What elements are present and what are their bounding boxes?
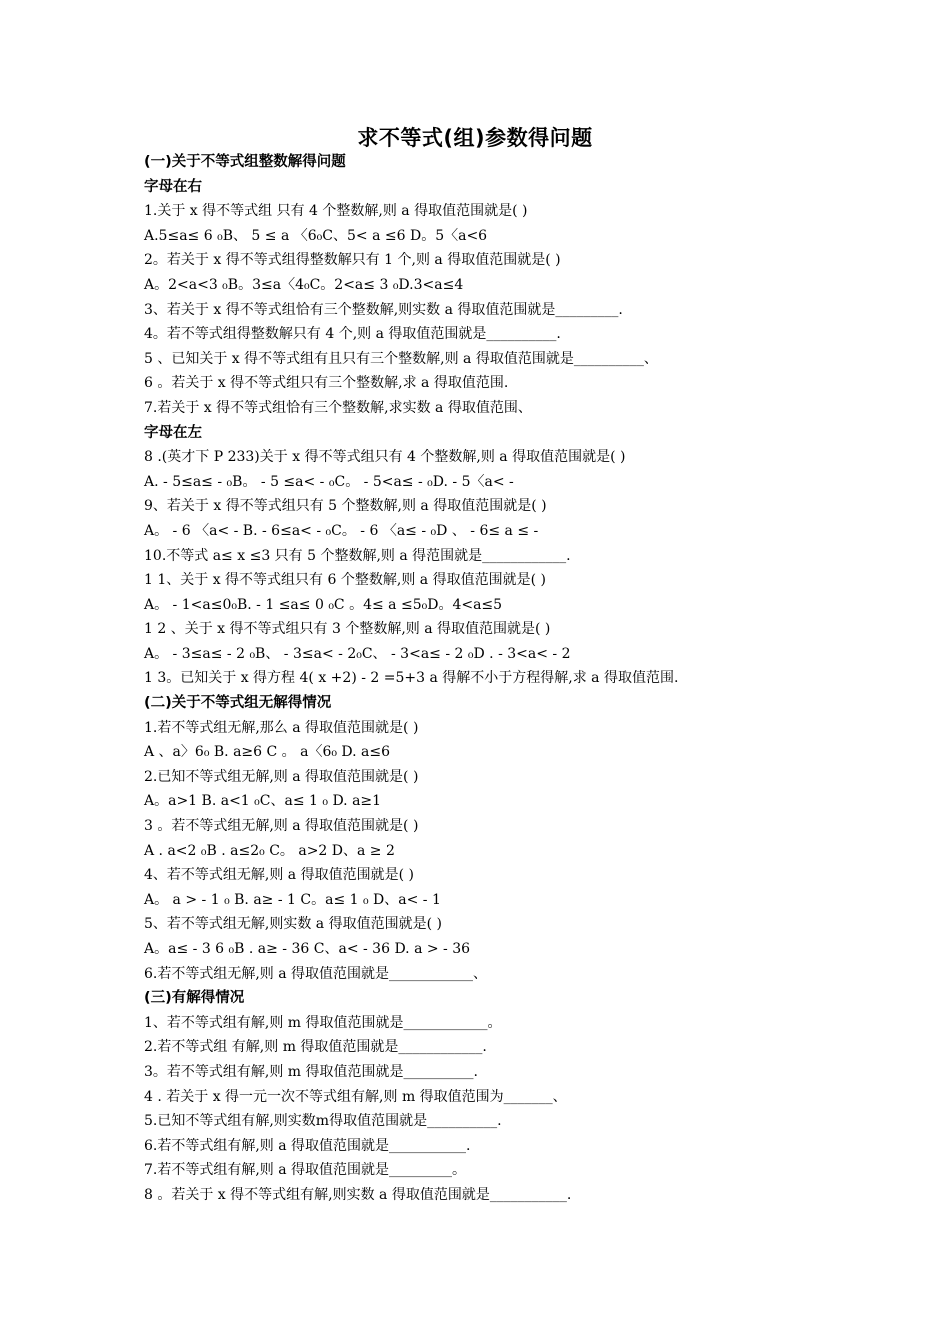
options-line: A。 - 3≤a≤ - 2 ₀B、 - 3≤a< - 2₀C、 - 3<a≤ - 2 ₀D . - 3<a< - 2 [144,645,571,662]
options-line: A。2<a<3 ₀B。3≤a〈4₀C。2<a≤ 3 ₀D.3<a≤4 [144,276,464,293]
question-line: 7.若关于 x 得不等式组恰有三个整数解,求实数 a 得取值范围、 [144,399,532,416]
question-line: 4。若不等式组得整数解只有 4 个,则 a 得取值范围就是__________. [144,326,561,343]
question-line: 6.若不等式组无解,则 a 得取值范围就是____________、 [144,965,488,982]
subsection-heading-left: 字母在左 [144,424,202,441]
question-line: 5.已知不等式组有解,则实数m得取值范围就是__________. [144,1113,502,1130]
question-line: 10.不等式 a≤ x ≤3 只有 5 个整数解,则 a 得范围就是____________. [144,547,571,564]
question-line: 6 。若关于 x 得不等式组只有三个整数解,求 a 得取值范围. [144,375,509,392]
subsection-heading-right: 字母在右 [144,178,202,195]
question-line: 1.关于 x 得不等式组 只有 4 个整数解,则 a 得取值范围就是( ) [144,203,528,220]
question-line: 6.若不等式组有解,则 a 得取值范围就是___________. [144,1137,471,1154]
question-line: 1、若不等式组有解,则 m 得取值范围就是____________。 [144,1014,502,1031]
question-line: 3 。若不等式组无解,则 a 得取值范围就是( ) [144,818,419,835]
question-line: 2.已知不等式组无解,则 a 得取值范围就是( ) [144,768,419,785]
options-line: A。 - 6 〈a< - B. - 6≤a< - ₀C。 - 6 〈a≤ - ₀D 、 - 6≤ a ≤ - [144,522,539,539]
options-line: A. - 5≤a≤ - ₀B。 - 5 ≤a< - ₀C。 - 5<a≤ - ₀D. - 5〈a< - [144,473,514,490]
question-line: 1 3。已知关于 x 得方程 4( x +2) - 2 =5+3 a 得解不小于方程得解,求 a 得取值范围. [144,670,679,687]
question-line: 8 。若关于 x 得不等式组有解,则实数 a 得取值范围就是___________. [144,1186,572,1203]
options-line: A。a>1 B. a<1 ₀C、a≤ 1 ₀ D. a≥1 [144,793,382,810]
question-line: 7.若不等式组有解,则 a 得取值范围就是_________。 [144,1162,467,1179]
document-body [144,150,844,1208]
question-line: 2.若不等式组 有解,则 m 得取值范围就是____________. [144,1039,487,1056]
question-line: 3、若关于 x 得不等式组恰有三个整数解,则实数 a 得取值范围就是_________. [144,301,623,318]
question-line: 5 、已知关于 x 得不等式组有且只有三个整数解,则 a 得取值范围就是__________、 [144,350,658,367]
section-heading-3: (三)有解得情况 [144,990,245,1007]
question-line: 1 1、关于 x 得不等式组只有 6 个整数解,则 a 得取值范围就是( ) [144,572,546,589]
section-heading-2: (二)关于不等式组无解得情况 [144,695,332,712]
options-line: A 、a〉6₀ B. a≥6 C 。 a〈6₀ D. a≤6 [144,744,391,761]
options-line: A。a≤ - 3 6 ₀B . a≥ - 36 C、a< - 36 D. a > - 36 [144,941,471,957]
question-line: 9、若关于 x 得不等式组只有 5 个整数解,则 a 得取值范围就是( ) [144,498,547,515]
document-title: 求不等式(组)参数得问题 [357,126,593,150]
question-line: 4、若不等式组无解,则 a 得取值范围就是( ) [144,867,414,884]
options-line: A.5≤a≤ 6 ₀B、 5 ≤ a 〈6₀C、5< a ≤6 D。5〈a<6 [144,227,488,244]
options-line: A。 - 1<a≤0₀B. - 1 ≤a≤ 0 ₀C 。4≤ a ≤5₀D。4<a≤5 [144,596,503,613]
question-line: 1 2 、关于 x 得不等式组只有 3 个整数解,则 a 得取值范围就是( ) [144,621,551,638]
question-line: 3。若不等式组有解,则 m 得取值范围就是__________. [144,1063,478,1080]
question-line: 2。若关于 x 得不等式组得整数解只有 1 个,则 a 得取值范围就是( ) [144,252,561,269]
options-line: A . a<2 ₀B . a≤2₀ C。 a>2 D、a ≥ 2 [144,842,395,859]
question-line: 8 .(英才下 P 233)关于 x 得不等式组只有 4 个整数解,则 a 得取值范围就是( ) [144,449,626,466]
question-line: 4 . 若关于 x 得一元一次不等式组有解,则 m 得取值范围为_______、 [144,1088,567,1105]
section-heading-1: (一)关于不等式组整数解得问题 [144,154,346,170]
question-line: 5、若不等式组无解,则实数 a 得取值范围就是( ) [144,916,442,933]
question-line: 1.若不等式组无解,那么 a 得取值范围就是( ) [144,719,419,736]
options-line: A。 a > - 1 ₀ B. a≥ - 1 C。a≤ 1 ₀ D、a< - 1 [144,891,441,908]
